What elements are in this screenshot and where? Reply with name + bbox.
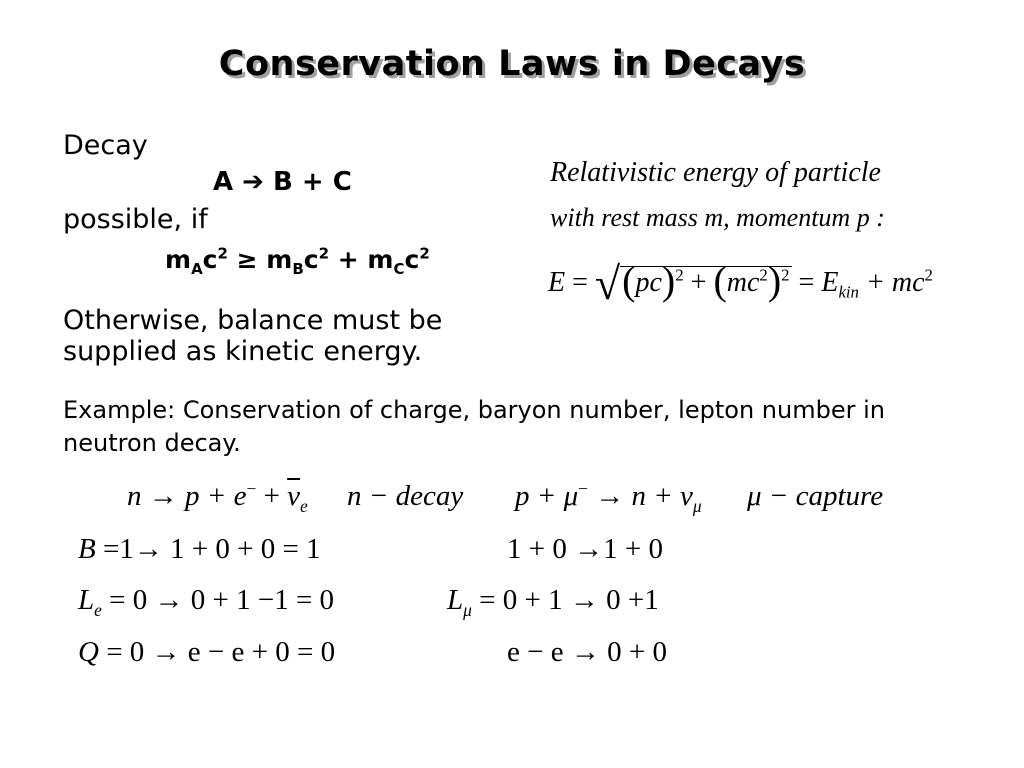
relativistic-line1: Relativistic energy of particle: [550, 157, 881, 188]
example-text: Example: Conservation of charge, baryon number, lepton number in neutron decay.: [63, 396, 885, 457]
neutron-decay-label: n − decay: [347, 480, 464, 512]
baryon-balance: B =1→ 1 + 0 + 0 = 1: [78, 533, 321, 565]
charge-balance-capture: e − e → 0 + 0: [507, 636, 667, 668]
energy-formula: $E = √(pc)^2 + (mc^2)^2 = E_{kin} + mc^2$: [548, 258, 933, 309]
charge-balance: Q = 0 → e − e + 0 = 0: [78, 636, 336, 668]
mass-condition: $m_Ac^2 \ge m_Bc^2 + m_Cc^2$: [165, 244, 430, 278]
electron-lepton-balance: $L_e = 0 \to 0 + 1 -1 = 0$: [78, 584, 335, 620]
muon-capture-label: μ − capture: [747, 480, 884, 512]
slide-title: Conservation Laws in Decays: [218, 44, 806, 84]
otherwise-text: Otherwise, balance must be supplied as kinetic energy.: [63, 305, 443, 367]
neutron-decay-equation: $n \to p + e^- + \overline{\nu}_e$: [127, 478, 308, 516]
muon-capture-equation: $p + \mu^- \to n + \nu_\mu$: [515, 478, 702, 516]
possible-label: possible, if: [63, 204, 208, 235]
decay-label: Decay: [63, 130, 148, 161]
relativistic-line2: with rest mass m, momentum p :: [550, 203, 885, 232]
muon-lepton-balance: $L_\mu = 0 + 1 \to 0 +1$: [447, 584, 659, 620]
decay-reaction: A ➔ B + C: [213, 167, 352, 197]
baryon-balance-capture: 1 + 0 →1 + 0: [507, 533, 663, 565]
